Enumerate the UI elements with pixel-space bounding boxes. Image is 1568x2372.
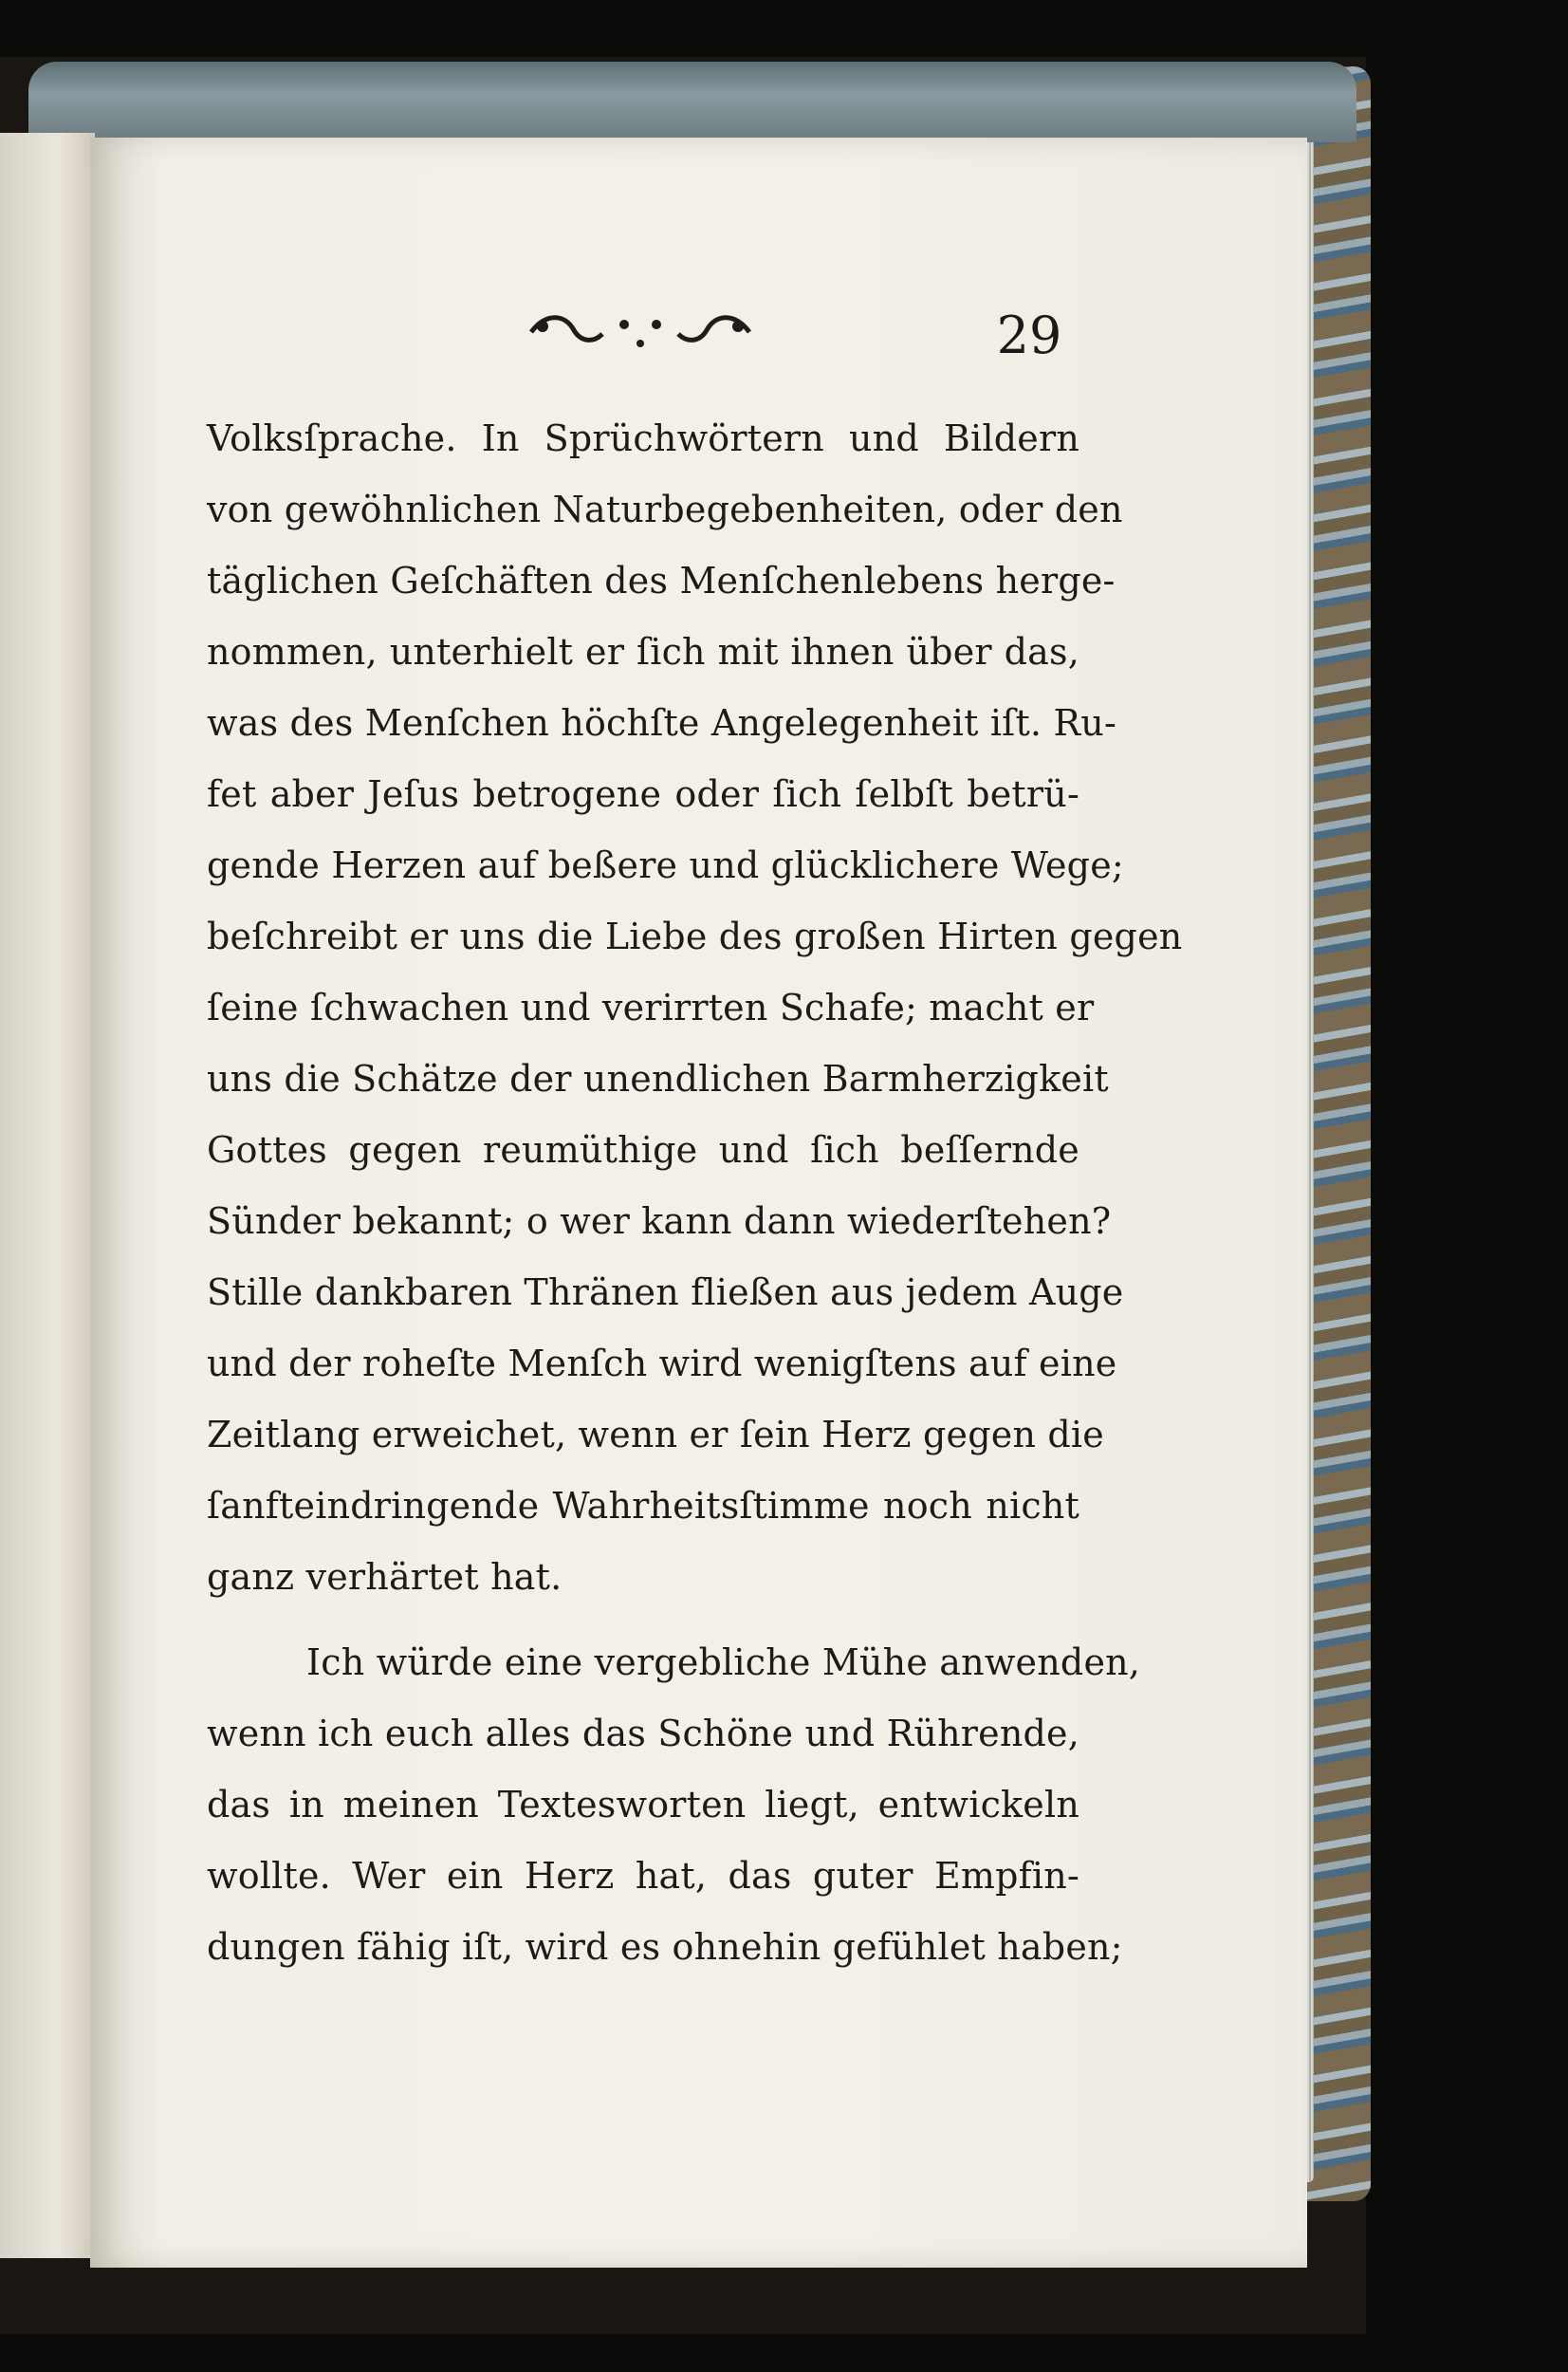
- text-line: Stille dankbaren Thränen fließen aus jedem Auge: [207, 1271, 1124, 1313]
- text-line: ſeine ſchwachen und verirrten Schafe; macht er: [207, 987, 1095, 1028]
- text-line: Volksſprache. In Sprüchwörtern und Bildern: [207, 417, 1079, 459]
- left-page: [0, 133, 95, 2258]
- paragraph-gap: [207, 1613, 1079, 1627]
- text-line: uns die Schätze der unendlichen Barmherzigkeit: [207, 1058, 1109, 1100]
- text-line: täglichen Geſchäften des Menſchenlebens herge-: [207, 560, 1116, 602]
- text-line: fet aber Jeſus betrogene oder ſich ſelbſt betrü-: [207, 773, 1079, 815]
- text-line: beſchreibt er uns die Liebe des großen Hirten gegen: [207, 916, 1183, 957]
- text-line: Zeitlang erweichet, wenn er ſein Herz gegen die: [207, 1414, 1104, 1455]
- ornament-icon: [522, 304, 759, 361]
- text-line: wollte. Wer ein Herz hat, das guter Empfin-: [207, 1855, 1079, 1897]
- text-line: nommen, unterhielt er ſich mit ihnen über das,: [207, 631, 1079, 673]
- text-line: Ich würde eine vergebliche Mühe anwenden,: [306, 1641, 1141, 1683]
- page-number: 29: [996, 306, 1062, 365]
- text-line: von gewöhnlichen Naturbegebenheiten, oder den: [207, 489, 1123, 530]
- text-line: das in meinen Textesworten liegt, entwickeln: [207, 1784, 1079, 1825]
- text-line: ſanfteindringende Wahrheitsſtimme noch nicht: [207, 1485, 1079, 1527]
- text-line: wenn ich euch alles das Schöne und Rührende,: [207, 1713, 1079, 1754]
- text-line: was des Menſchen höchſte Angelegenheit iſt. Ru-: [207, 702, 1116, 744]
- text-line: Sünder bekannt; o wer kann dann wiederſtehen?: [207, 1200, 1112, 1242]
- text-line: dungen fähig iſt, wird es ohnehin gefühlet haben;: [207, 1926, 1123, 1968]
- text-line: ganz verhärtet hat.: [207, 1556, 563, 1598]
- text-line: und der roheſte Menſch wird wenigſtens auf eine: [207, 1343, 1117, 1384]
- body-text: [207, 403, 1183, 1983]
- book-top-edge: [28, 62, 1356, 142]
- text-line: Gottes gegen reumüthige und ſich beſſernde: [207, 1129, 1079, 1171]
- text-line: gende Herzen auf beßere und glücklichere Wege;: [207, 844, 1124, 886]
